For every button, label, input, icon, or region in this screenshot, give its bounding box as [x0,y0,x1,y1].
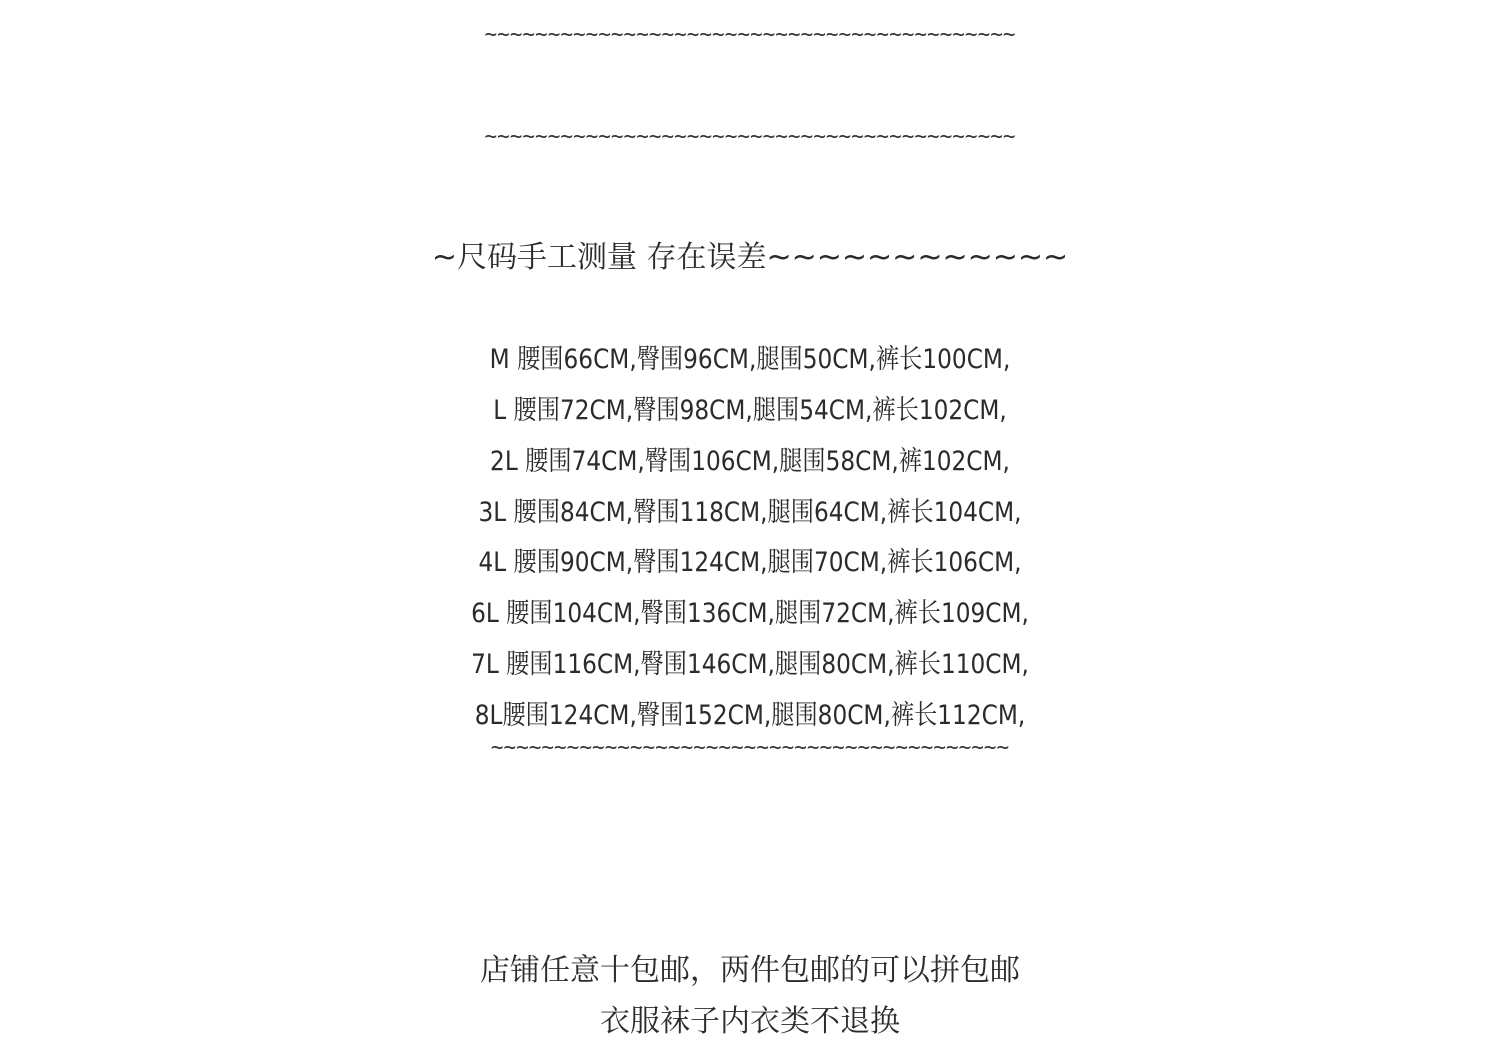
size-row-3l: 3L 腰围84CM,臀围118CM,腿围64CM,裤长104CM, [478,497,1022,528]
tilde-divider-2: ~~~~~~~~~~~~~~~~~~~~~~~~~~~~~~~~~~~~~~~~~~ [484,124,1016,148]
tilde-divider-3: ~~~~~~~~~~~~~~~~~~~~~~~~~~~~~~~~~~~~~~~~~ [490,735,1010,759]
size-row-4l: 4L 腰围90CM,臀围124CM,腿围70CM,裤长106CM, [478,547,1022,578]
size-row-6l: 6L 腰围104CM,臀围136CM,腿围72CM,裤长109CM, [471,598,1029,629]
no-return-note: 衣服袜子内衣类不退换 [600,1004,900,1039]
size-row-8l: 8L腰围124CM,臀围152CM,腿围80CM,裤长112CM, [474,700,1026,731]
size-row-7l: 7L 腰围116CM,臀围146CM,腿围80CM,裤长110CM, [471,649,1029,680]
size-row-l: L 腰围72CM,臀围98CM,腿围54CM,裤长102CM, [493,395,1007,426]
tilde-divider-1: ~~~~~~~~~~~~~~~~~~~~~~~~~~~~~~~~~~~~~~~~~~ [484,22,1016,46]
size-measurement-heading: ~尺码手工测量 存在误差~~~~~~~~~~~~ [431,240,1069,275]
size-row-m: M 腰围66CM,臀围96CM,腿围50CM,裤长100CM, [489,344,1011,375]
size-row-2l: 2L 腰围74CM,臀围106CM,腿围58CM,裤102CM, [490,446,1010,477]
shipping-note: 店铺任意十包邮，两件包邮的可以拼包邮 [480,953,1020,988]
